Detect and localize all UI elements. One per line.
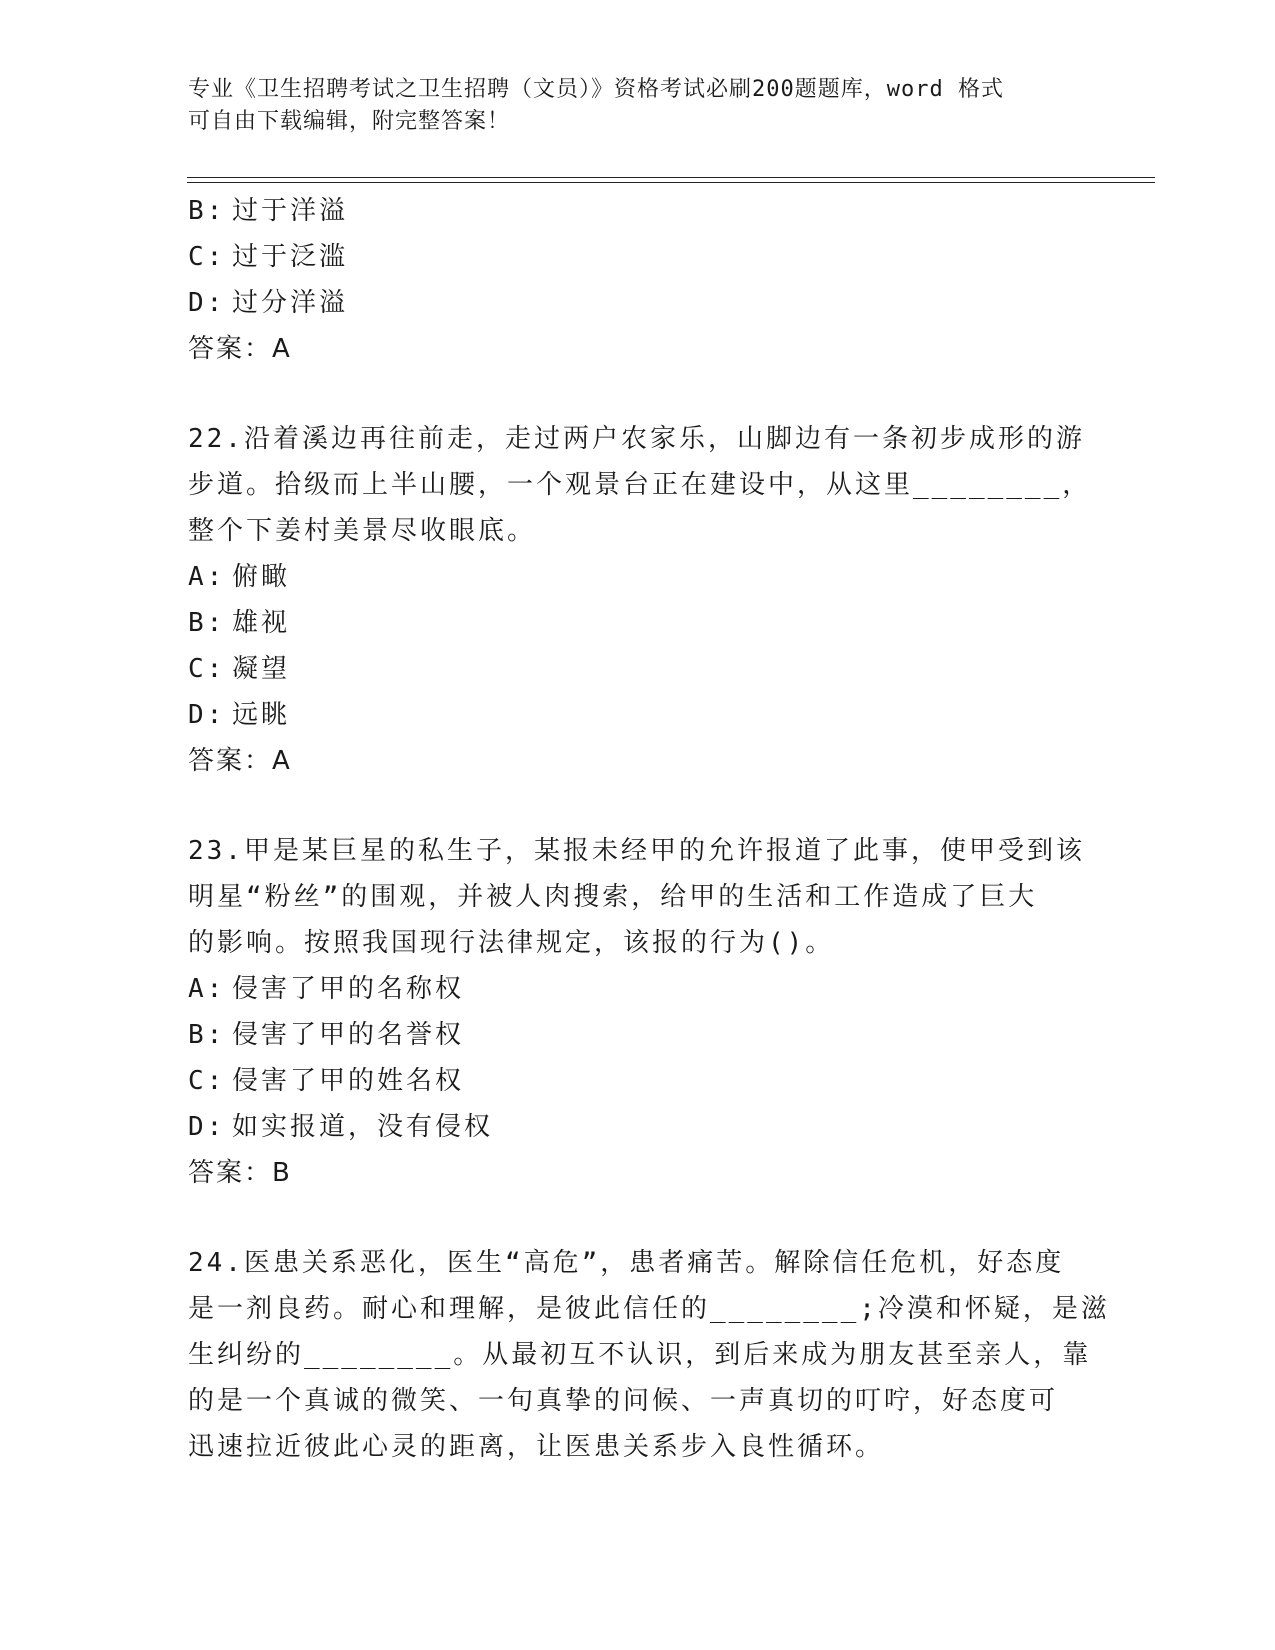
option-key: B: xyxy=(188,608,226,638)
page-header xyxy=(188,74,1068,138)
question-stem-line: 的影响。按照我国现行法律规定，该报的行为()。 xyxy=(188,928,835,958)
question-stem-line: 24.医患关系恶化，医生“高危”，患者痛苦。解除信任危机，好态度 xyxy=(188,1248,1065,1278)
option-text: 侵害了甲的姓名权 xyxy=(232,1066,465,1096)
question-stem-line: 迅速拉近彼此心灵的距离，让医患关系步入良性循环。 xyxy=(188,1432,885,1462)
option-a xyxy=(188,966,1088,1012)
option-b xyxy=(188,600,1088,646)
option-c xyxy=(188,234,1088,280)
option-text: 侵害了甲的名誉权 xyxy=(232,1020,465,1050)
question-stem-line: 的是一个真诚的微笑、一句真挚的问候、一声真切的叮咛，好态度可 xyxy=(188,1386,1059,1416)
question-stem-line: 生纠纷的________。从最初互不认识，到后来成为朋友甚至亲人，靠 xyxy=(188,1340,1092,1370)
question-stem-line: 步道。拾级而上半山腰，一个观景台正在建设中，从这里________， xyxy=(188,470,1092,500)
question-stem-line: 是一剂良药。耐心和理解，是彼此信任的________;冷漠和怀疑，是滋 xyxy=(188,1294,1110,1324)
question-24 xyxy=(188,1240,1110,1470)
header-divider-top xyxy=(187,177,1155,178)
option-c xyxy=(188,1058,1088,1104)
option-text: 凝望 xyxy=(232,654,291,684)
option-b xyxy=(188,188,1088,234)
option-text: 过于洋溢 xyxy=(232,196,349,226)
option-text: 过分洋溢 xyxy=(232,288,349,318)
question-stem-line: 23.甲是某巨星的私生子，某报未经甲的允许报道了此事，使甲受到该 xyxy=(188,836,1085,866)
answer-line: 答案：B xyxy=(188,1158,292,1188)
header-line-1: 专业《卫生招聘考试之卫生招聘（文员）》资格考试必刷200题题库，word 格式 xyxy=(188,77,1004,102)
question-22 xyxy=(188,416,1092,784)
option-key: D: xyxy=(188,700,226,730)
option-text: 雄视 xyxy=(232,608,291,638)
option-c xyxy=(188,646,1088,692)
continued-question xyxy=(188,188,1088,372)
answer-line: 答案：A xyxy=(188,334,292,364)
question-stem-line: 整个下姜村美景尽收眼底。 xyxy=(188,516,537,546)
option-key: C: xyxy=(188,242,226,272)
option-d xyxy=(188,280,1088,326)
option-key: D: xyxy=(188,1112,226,1142)
option-text: 侵害了甲的名称权 xyxy=(232,974,465,1004)
question-stem-line: 明星“粉丝”的围观，并被人肉搜索，给甲的生活和工作造成了巨大 xyxy=(188,882,1038,912)
option-key: C: xyxy=(188,1066,226,1096)
header-divider-bottom xyxy=(187,182,1155,183)
option-key: A: xyxy=(188,562,226,592)
option-text: 过于泛滥 xyxy=(232,242,349,272)
option-text: 远眺 xyxy=(232,700,291,730)
option-key: B: xyxy=(188,1020,226,1050)
option-key: B: xyxy=(188,196,226,226)
spacer xyxy=(188,784,1088,828)
question-content xyxy=(188,188,1110,1470)
question-23 xyxy=(188,828,1088,1196)
header-line-2: 可自由下载编辑，附完整答案！ xyxy=(188,109,511,134)
option-d xyxy=(188,1104,1088,1150)
option-a xyxy=(188,554,1088,600)
option-text: 俯瞰 xyxy=(232,562,291,592)
option-key: A: xyxy=(188,974,226,1004)
question-stem-line: 22.沿着溪边再往前走，走过两户农家乐，山脚边有一条初步成形的游 xyxy=(188,424,1085,454)
option-b xyxy=(188,1012,1088,1058)
option-d xyxy=(188,692,1088,738)
spacer xyxy=(188,1196,1088,1240)
option-text: 如实报道，没有侵权 xyxy=(232,1112,494,1142)
answer-line: 答案：A xyxy=(188,746,292,776)
option-key: C: xyxy=(188,654,226,684)
option-key: D: xyxy=(188,288,226,318)
spacer xyxy=(188,372,1088,416)
